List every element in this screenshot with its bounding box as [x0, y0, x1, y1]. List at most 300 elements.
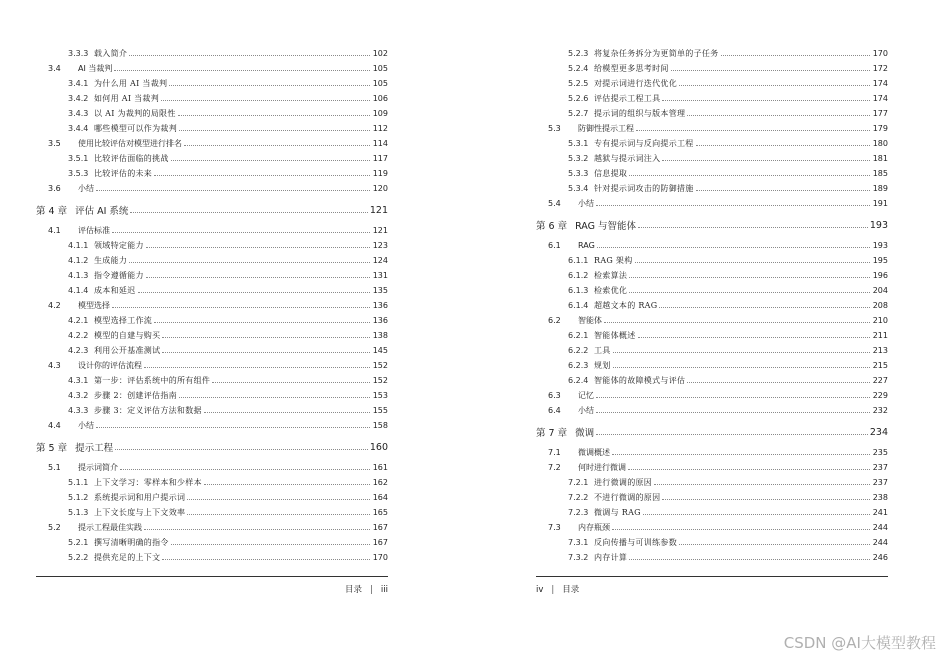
toc-entry-number: 5.1.1	[68, 478, 89, 487]
dot-leader	[184, 145, 370, 146]
dot-leader	[635, 262, 870, 263]
toc-entry-title: 比较评估的未来	[94, 169, 153, 178]
dot-leader	[596, 205, 870, 206]
dot-leader	[179, 397, 370, 398]
dot-leader	[671, 70, 870, 71]
toc-entry-number: 7.2.1	[568, 478, 589, 487]
toc-entry-page: 162	[372, 478, 388, 487]
footer-separator: |	[551, 585, 555, 595]
toc-entry-page: 105	[372, 79, 388, 88]
dot-leader	[659, 307, 870, 308]
toc-entry-number: 6.2.3	[568, 361, 589, 370]
toc-entry-title: 信息提取	[594, 169, 628, 178]
toc-entry-page: 160	[369, 441, 388, 453]
toc-entry-sub[interactable]	[36, 343, 388, 358]
toc-entry-number: 第 5 章	[36, 443, 68, 454]
toc-entry-sub[interactable]	[536, 283, 888, 298]
toc-entry-number: 6.2	[548, 316, 561, 325]
toc-entry-sub[interactable]	[36, 475, 388, 490]
toc-entry-sub[interactable]	[536, 343, 888, 358]
toc-entry-number: 3.4	[48, 64, 61, 73]
toc-entry-number: 3.4.3	[68, 109, 89, 118]
toc-entry-title: 哪些模型可以作为裁判	[94, 124, 177, 133]
toc-entry-number: 4.4	[48, 421, 61, 430]
toc-entry-page: 238	[872, 493, 888, 502]
dot-leader	[112, 232, 370, 233]
toc-entry-page: 193	[869, 219, 888, 231]
dot-leader	[638, 227, 868, 228]
toc-entry-title: 微调	[575, 428, 595, 439]
footer-section: 目录	[345, 585, 363, 595]
toc-entry-sub[interactable]	[536, 166, 888, 181]
dot-leader	[129, 55, 370, 56]
toc-entry-sec[interactable]	[536, 238, 888, 253]
page-footer-left	[36, 576, 388, 597]
toc-entry-sub[interactable]	[536, 268, 888, 283]
toc-entry-title: 如何用 AI 当裁判	[94, 94, 160, 103]
toc-entry-sub[interactable]	[536, 550, 888, 565]
toc-entry-page: 237	[872, 478, 888, 487]
toc-entry-page: 136	[372, 316, 388, 325]
toc-entry-sec[interactable]	[36, 136, 388, 151]
toc-entry-title: 第一步：评估系统中的所有组件	[94, 376, 211, 385]
toc-entry-sub[interactable]	[36, 373, 388, 388]
toc-entry-page: 121	[369, 204, 388, 216]
dot-leader	[115, 449, 368, 450]
dot-leader	[144, 367, 370, 368]
toc-entry-sub[interactable]	[536, 505, 888, 520]
toc-entry-title: 设计你的评估流程	[78, 361, 142, 370]
toc-entry-sub[interactable]	[36, 166, 388, 181]
toc-entry-sec[interactable]	[36, 520, 388, 535]
toc-entry-page: 177	[872, 109, 888, 118]
toc-entry-page: 170	[372, 553, 388, 562]
toc-entry-sub[interactable]	[36, 76, 388, 91]
toc-entry-title: 记忆	[578, 391, 594, 400]
dot-leader	[612, 529, 870, 530]
toc-entry-page: 195	[872, 256, 888, 265]
toc-entry-title: 提示工程最佳实践	[78, 523, 142, 532]
toc-list-left	[36, 46, 388, 565]
toc-entry-number: 5.3.4	[568, 184, 589, 193]
toc-entry-title: 智能体概述	[594, 331, 636, 340]
dot-leader	[169, 85, 370, 86]
dot-leader	[696, 190, 870, 191]
toc-entry-title: 专有提示词与反向提示工程	[594, 139, 694, 148]
toc-entry-number: 3.5.3	[68, 169, 89, 178]
toc-entry-number: 3.5.1	[68, 154, 89, 163]
toc-entry-title: 规划	[594, 361, 611, 370]
toc-entry-number: 5.3.3	[568, 169, 589, 178]
toc-entry-title: 超越文本的 RAG	[594, 301, 658, 310]
toc-entry-title: AI 当裁判	[78, 64, 113, 73]
toc-entry-page: 211	[872, 331, 888, 340]
toc-entry-page: 105	[372, 64, 388, 73]
toc-entry-number: 7.2.2	[568, 493, 589, 502]
dot-leader	[204, 484, 370, 485]
toc-entry-page: 102	[372, 49, 388, 58]
toc-entry-sub[interactable]	[36, 91, 388, 106]
page-footer-right	[536, 576, 888, 597]
toc-entry-chap[interactable]	[36, 199, 388, 221]
dot-leader	[96, 190, 370, 191]
toc-entry-page: 213	[872, 346, 888, 355]
toc-entry-page: 185	[872, 169, 888, 178]
dot-leader	[679, 544, 870, 545]
toc-entry-title: RAG	[578, 241, 595, 250]
toc-entry-number: 6.4	[548, 406, 561, 415]
toc-entry-sec[interactable]	[536, 403, 888, 418]
toc-entry-sub[interactable]	[536, 328, 888, 343]
toc-entry-title: 载入简介	[94, 49, 128, 58]
dot-leader	[662, 100, 870, 101]
dot-leader	[204, 412, 370, 413]
toc-entry-page: 244	[872, 523, 888, 532]
toc-entry-page: 246	[872, 553, 888, 562]
toc-entry-number: 6.1.4	[568, 301, 589, 310]
toc-entry-page: 237	[872, 463, 888, 472]
toc-entry-page: 109	[372, 109, 388, 118]
toc-entry-title: 检索算法	[594, 271, 628, 280]
toc-entry-page: 229	[872, 391, 888, 400]
toc-entry-sub[interactable]	[36, 283, 388, 298]
toc-entry-title: 模型的自建与购买	[94, 331, 161, 340]
toc-entry-title: 进行微调的原因	[594, 478, 653, 487]
toc-entry-number: 4.2.3	[68, 346, 89, 355]
toc-entry-page: 158	[372, 421, 388, 430]
toc-entry-page: 241	[872, 508, 888, 517]
toc-entry-sub[interactable]	[536, 136, 888, 151]
toc-entry-title: 小结	[578, 199, 594, 208]
dot-leader	[114, 70, 370, 71]
toc-entry-number: 5.3	[548, 124, 561, 133]
toc-entry-number: 5.2.7	[568, 109, 589, 118]
dot-leader	[138, 292, 371, 293]
dot-leader	[187, 499, 370, 500]
toc-entry-sec[interactable]	[36, 418, 388, 433]
watermark: CSDN @AI大模型教程	[783, 634, 936, 652]
toc-entry-number: 4.3.1	[68, 376, 89, 385]
toc-entry-page: 167	[372, 523, 388, 532]
toc-entry-number: 5.2.2	[68, 553, 89, 562]
toc-entry-title: 为什么用 AI 当裁判	[94, 79, 168, 88]
toc-entry-number: 4.1.4	[68, 286, 89, 295]
toc-entry-number: 第 7 章	[536, 428, 568, 439]
toc-entry-sub[interactable]	[36, 505, 388, 520]
toc-entry-page: 138	[372, 331, 388, 340]
toc-entry-number: 3.6	[48, 184, 61, 193]
toc-entry-sub[interactable]	[536, 298, 888, 313]
toc-entry-sub[interactable]	[536, 106, 888, 121]
footer-page-number: iv	[536, 585, 544, 595]
toc-entry-page: 235	[872, 448, 888, 457]
dot-leader	[120, 469, 370, 470]
toc-entry-sub[interactable]	[36, 151, 388, 166]
toc-entry-sec[interactable]	[36, 358, 388, 373]
toc-entry-title: 小结	[78, 184, 94, 193]
footer-section: 目录	[562, 585, 580, 595]
dot-leader	[154, 322, 370, 323]
toc-entry-title: 对提示词进行迭代优化	[594, 79, 677, 88]
toc-entry-page: 152	[372, 376, 388, 385]
toc-entry-page: 227	[872, 376, 888, 385]
toc-entry-sec[interactable]	[536, 121, 888, 136]
toc-entry-number: 5.3.2	[568, 154, 589, 163]
toc-entry-number: 4.2.2	[68, 331, 89, 340]
toc-entry-title: RAG 与智能体	[575, 221, 637, 232]
toc-entry-sub[interactable]	[536, 46, 888, 61]
toc-entry-title: 步骤 3：定义评估方法和数据	[94, 406, 202, 415]
toc-entry-page: 161	[372, 463, 388, 472]
toc-entry-number: 7.2.3	[568, 508, 589, 517]
dot-leader	[629, 175, 870, 176]
toc-entry-sub[interactable]	[536, 535, 888, 550]
toc-entry-title: 内存计算	[594, 553, 628, 562]
toc-entry-title: 利用公开基准测试	[94, 346, 161, 355]
toc-entry-sub[interactable]	[536, 373, 888, 388]
toc-entry-number: 5.4	[548, 199, 561, 208]
dot-leader	[679, 85, 870, 86]
toc-entry-title: 模型选择	[78, 301, 110, 310]
toc-entry-page: 189	[872, 184, 888, 193]
toc-entry-number: 4.2.1	[68, 316, 89, 325]
toc-entry-sub[interactable]	[536, 253, 888, 268]
toc-entry-page: 170	[872, 49, 888, 58]
toc-entry-number: 第 4 章	[36, 206, 68, 217]
toc-entry-title: RAG 架构	[594, 256, 633, 265]
toc-entry-title: 提示词的组织与版本管理	[594, 109, 686, 118]
dot-leader	[596, 412, 870, 413]
toc-entry-title: 内存瓶颈	[578, 523, 610, 532]
toc-entry-title: 模型选择工作流	[94, 316, 153, 325]
toc-entry-sub[interactable]	[36, 388, 388, 403]
toc-entry-number: 3.4.4	[68, 124, 89, 133]
dot-leader	[161, 100, 370, 101]
toc-entry-sub[interactable]	[36, 253, 388, 268]
dot-leader	[613, 352, 870, 353]
toc-entry-sec[interactable]	[36, 298, 388, 313]
dot-leader	[112, 307, 370, 308]
toc-entry-page: 172	[872, 64, 888, 73]
toc-entry-sub[interactable]	[36, 490, 388, 505]
toc-entry-sub[interactable]	[36, 238, 388, 253]
toc-entry-sub[interactable]	[36, 403, 388, 418]
toc-entry-page: 131	[372, 271, 388, 280]
toc-entry-title: 撰写清晰明确的指令	[94, 538, 169, 547]
toc-entry-page: 180	[872, 139, 888, 148]
toc-entry-title: 微调与 RAG	[594, 508, 641, 517]
toc-entry-number: 5.1.2	[68, 493, 89, 502]
toc-entry-chap[interactable]	[36, 436, 388, 458]
dot-leader	[187, 514, 370, 515]
toc-entry-sec[interactable]	[536, 313, 888, 328]
toc-entry-page: 152	[372, 361, 388, 370]
toc-entry-sub[interactable]	[36, 106, 388, 121]
toc-entry-sub[interactable]	[36, 121, 388, 136]
toc-entry-page: 117	[372, 154, 388, 163]
toc-entry-title: 领域特定能力	[94, 241, 144, 250]
toc-entry-title: 提供充足的上下文	[94, 553, 161, 562]
toc-entry-number: 4.1.3	[68, 271, 89, 280]
dot-leader	[629, 559, 870, 560]
toc-entry-sub[interactable]	[536, 358, 888, 373]
toc-entry-number: 5.2.3	[568, 49, 589, 58]
toc-entry-number: 第 6 章	[536, 221, 568, 232]
toc-entry-number: 6.1.1	[568, 256, 589, 265]
toc-entry-number: 6.2.2	[568, 346, 589, 355]
toc-entry-number: 5.2.6	[568, 94, 589, 103]
toc-entry-title: 指令遵循能力	[94, 271, 144, 280]
toc-entry-page: 196	[872, 271, 888, 280]
dot-leader	[662, 160, 870, 161]
dot-leader	[130, 212, 367, 213]
dot-leader	[629, 277, 870, 278]
toc-entry-number: 5.1	[48, 463, 61, 472]
toc-entry-number: 5.2.1	[68, 538, 89, 547]
dot-leader	[628, 469, 870, 470]
toc-entry-title: 步骤 2：创建评估指南	[94, 391, 177, 400]
toc-entry-page: 164	[372, 493, 388, 502]
toc-entry-title: 上下文长度与上下文效率	[94, 508, 186, 517]
toc-entry-title: 小结	[578, 406, 594, 415]
toc-entry-page: 121	[372, 226, 388, 235]
toc-entry-title: 比较评估面临的挑战	[94, 154, 169, 163]
dot-leader	[146, 277, 370, 278]
toc-entry-page: 124	[372, 256, 388, 265]
toc-entry-page: 135	[372, 286, 388, 295]
toc-entry-page: 191	[872, 199, 888, 208]
toc-entry-number: 6.1.2	[568, 271, 589, 280]
toc-entry-title: 检索优化	[594, 286, 628, 295]
toc-list-right	[536, 46, 888, 565]
toc-entry-title: 将复杂任务拆分为更简单的子任务	[594, 49, 719, 58]
dot-leader	[146, 247, 370, 248]
toc-entry-number: 6.1.3	[568, 286, 589, 295]
toc-entry-number: 3.4.2	[68, 94, 89, 103]
toc-entry-number: 7.2	[548, 463, 561, 472]
toc-entry-page: 174	[872, 94, 888, 103]
toc-entry-sec[interactable]	[536, 520, 888, 535]
dot-leader	[171, 544, 370, 545]
toc-entry-page: 167	[372, 538, 388, 547]
toc-entry-number: 3.4.1	[68, 79, 89, 88]
dot-leader	[144, 529, 370, 530]
toc-entry-number: 7.3	[548, 523, 561, 532]
toc-entry-title: 评估提示工程工具	[594, 94, 661, 103]
toc-entry-sub[interactable]	[36, 550, 388, 565]
toc-entry-number: 4.1.2	[68, 256, 89, 265]
toc-entry-chap[interactable]	[536, 421, 888, 443]
dot-leader	[721, 55, 871, 56]
toc-entry-page: 136	[372, 301, 388, 310]
toc-entry-page: 174	[872, 79, 888, 88]
toc-entry-sub[interactable]	[536, 151, 888, 166]
toc-entry-number: 7.3.2	[568, 553, 589, 562]
toc-entry-sub[interactable]	[36, 46, 388, 61]
toc-entry-sec[interactable]	[36, 223, 388, 238]
dot-leader	[604, 322, 870, 323]
dot-leader	[654, 484, 870, 485]
dot-leader	[129, 262, 370, 263]
toc-entry-number: 5.2	[48, 523, 61, 532]
dot-leader	[162, 337, 370, 338]
toc-entry-number: 6.2.1	[568, 331, 589, 340]
toc-entry-sec[interactable]	[36, 460, 388, 475]
toc-entry-sub[interactable]	[536, 91, 888, 106]
toc-entry-sub[interactable]	[36, 328, 388, 343]
toc-entry-page: 208	[872, 301, 888, 310]
toc-entry-sub[interactable]	[536, 76, 888, 91]
toc-entry-sec[interactable]	[36, 181, 388, 196]
dot-leader	[687, 382, 870, 383]
toc-entry-number: 4.1	[48, 226, 61, 235]
dot-leader	[629, 292, 870, 293]
dot-leader	[178, 115, 370, 116]
toc-entry-title: 成本和延迟	[94, 286, 136, 295]
dot-leader	[597, 247, 870, 248]
toc-entry-sec[interactable]	[536, 445, 888, 460]
toc-entry-sub[interactable]	[36, 313, 388, 328]
toc-entry-page: 210	[872, 316, 888, 325]
toc-entry-page: 179	[872, 124, 888, 133]
toc-entry-sub[interactable]	[36, 268, 388, 283]
toc-entry-sub[interactable]	[536, 475, 888, 490]
toc-entry-title: 智能体	[578, 316, 602, 325]
toc-entry-page: 112	[372, 124, 388, 133]
toc-entry-title: 智能体的故障模式与评估	[594, 376, 686, 385]
toc-entry-sub[interactable]	[36, 535, 388, 550]
toc-entry-sub[interactable]	[536, 181, 888, 196]
toc-entry-chap[interactable]	[536, 214, 888, 236]
toc-entry-title: 越狱与提示词注入	[594, 154, 661, 163]
toc-entry-number: 7.1	[548, 448, 561, 457]
toc-entry-title: 给模型更多思考时间	[594, 64, 669, 73]
dot-leader	[212, 382, 370, 383]
toc-entry-number: 4.3	[48, 361, 61, 370]
toc-entry-page: 215	[872, 361, 888, 370]
dot-leader	[687, 115, 870, 116]
toc-entry-sub[interactable]	[536, 61, 888, 76]
toc-entry-title: 提示词简介	[78, 463, 118, 472]
dot-leader	[636, 130, 870, 131]
toc-entry-sub[interactable]	[536, 490, 888, 505]
toc-entry-sec[interactable]	[536, 388, 888, 403]
toc-entry-page: 193	[872, 241, 888, 250]
toc-entry-sec[interactable]	[536, 196, 888, 211]
toc-entry-page: 114	[372, 139, 388, 148]
toc-entry-number: 7.3.1	[568, 538, 589, 547]
dot-leader	[696, 145, 870, 146]
toc-entry-title: 防御性提示工程	[578, 124, 634, 133]
toc-entry-title: 评估 AI 系统	[75, 206, 129, 217]
toc-entry-sec[interactable]	[36, 61, 388, 76]
toc-entry-title: 微调概述	[578, 448, 610, 457]
toc-entry-title: 上下文学习：零样本和少样本	[94, 478, 202, 487]
toc-entry-number: 5.2.4	[568, 64, 589, 73]
toc-entry-number: 5.1.3	[68, 508, 89, 517]
toc-entry-sec[interactable]	[536, 460, 888, 475]
dot-leader	[162, 352, 370, 353]
toc-entry-number: 6.3	[548, 391, 561, 400]
toc-entry-title: 系统提示词和用户提示词	[94, 493, 186, 502]
toc-entry-page: 123	[372, 241, 388, 250]
dot-leader	[596, 397, 870, 398]
dot-leader	[171, 160, 370, 161]
toc-entry-title: 评估标准	[78, 226, 110, 235]
toc-entry-page: 153	[372, 391, 388, 400]
toc-entry-number: 6.1	[548, 241, 561, 250]
toc-entry-page: 120	[372, 184, 388, 193]
